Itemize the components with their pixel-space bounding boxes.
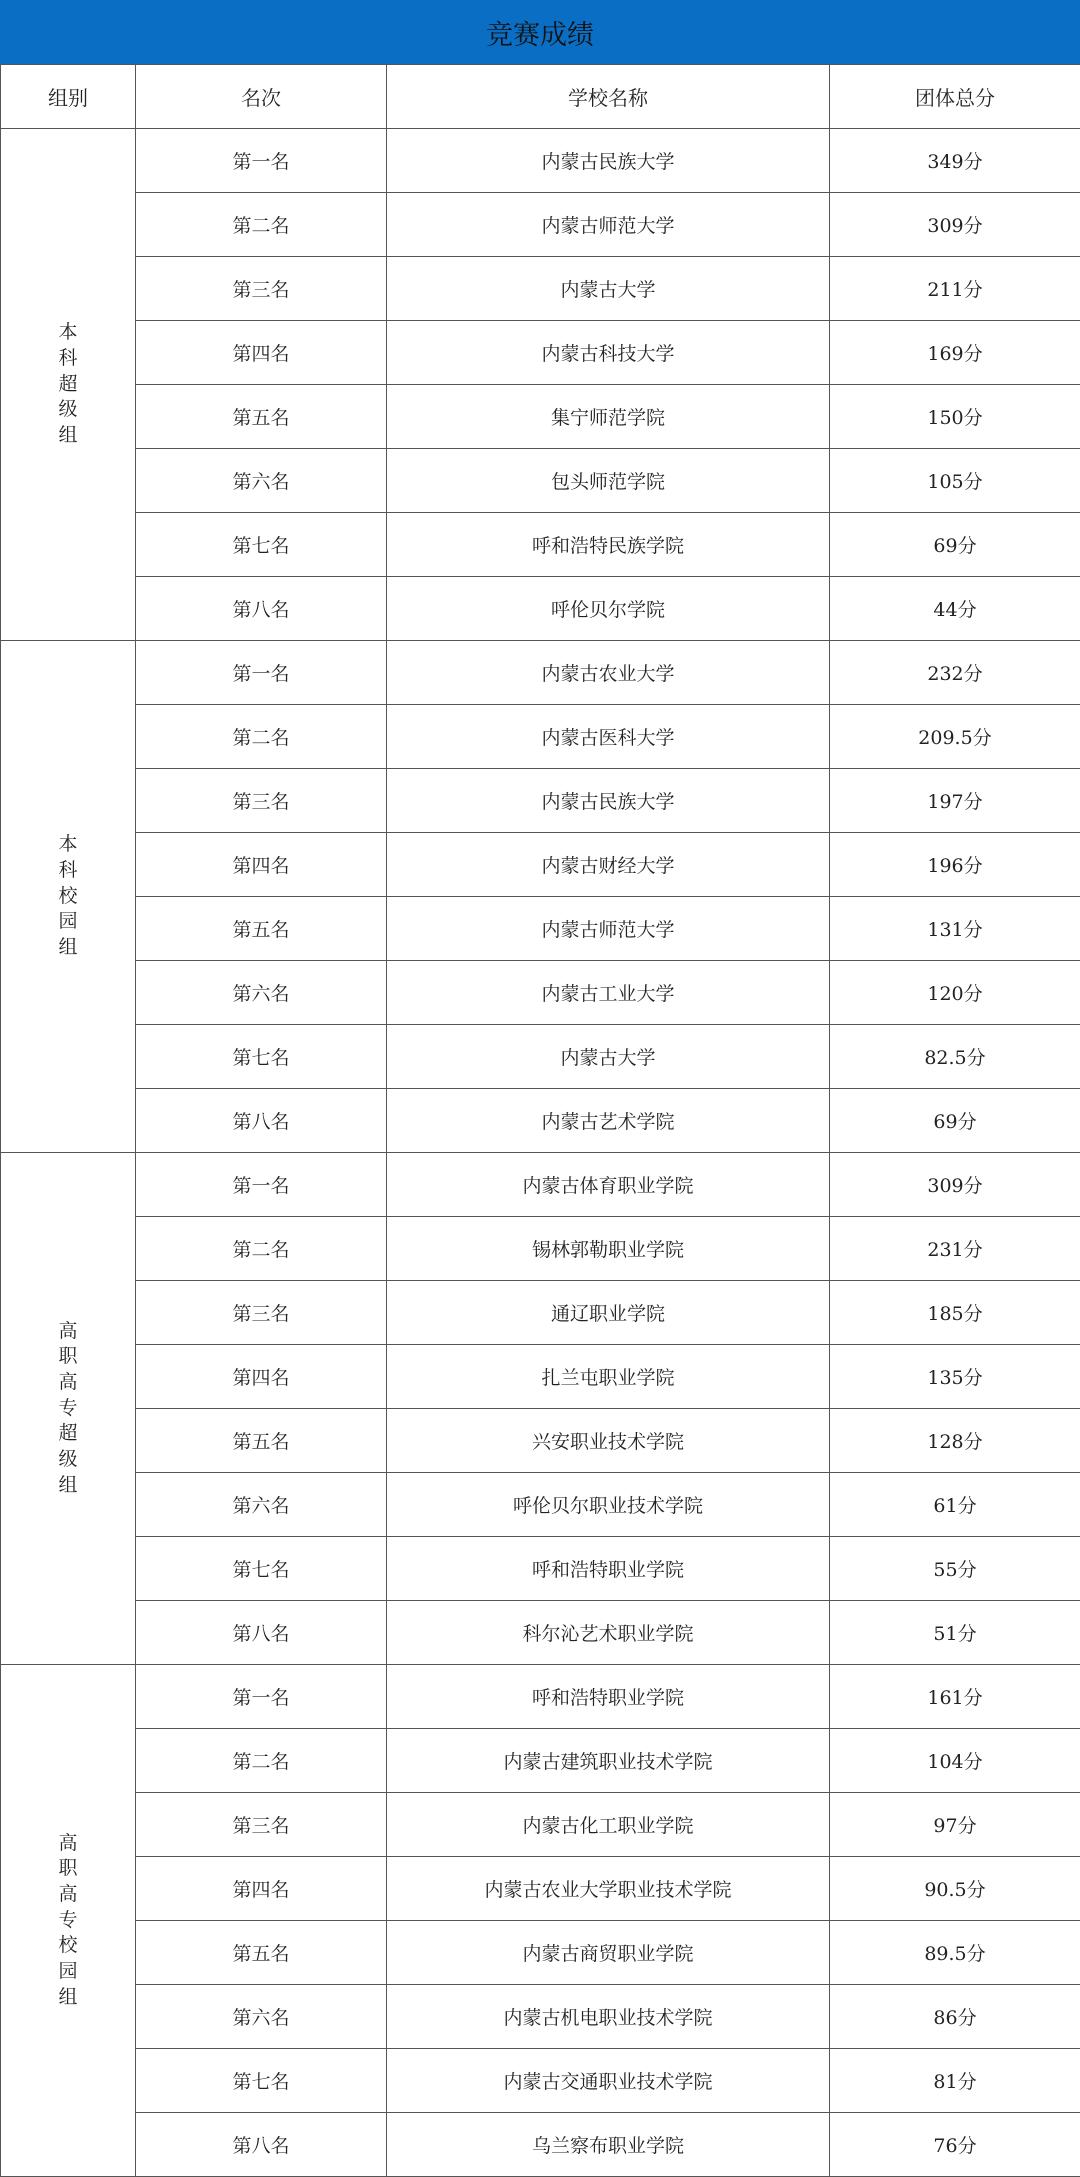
school-cell: 呼和浩特职业学院 bbox=[387, 1537, 830, 1601]
school-cell: 内蒙古机电职业技术学院 bbox=[387, 1985, 830, 2049]
school-cell: 内蒙古化工职业学院 bbox=[387, 1793, 830, 1857]
table-row bbox=[1, 1025, 1080, 1089]
table-row bbox=[1, 1345, 1080, 1409]
group-name: 高职高专超级组 bbox=[57, 1319, 80, 1499]
score-cell: 211分 bbox=[830, 257, 1080, 321]
table-row bbox=[1, 1217, 1080, 1281]
score-cell: 209.5分 bbox=[830, 705, 1080, 769]
table-row bbox=[1, 129, 1080, 193]
table-row bbox=[1, 1537, 1080, 1601]
rank-cell: 第四名 bbox=[136, 1857, 387, 1921]
score-cell: 161分 bbox=[830, 1665, 1080, 1729]
school-cell: 内蒙古民族大学 bbox=[387, 129, 830, 193]
rank-cell: 第三名 bbox=[136, 1281, 387, 1345]
rank-cell: 第七名 bbox=[136, 1537, 387, 1601]
table-row bbox=[1, 1473, 1080, 1537]
group-name-cell bbox=[1, 129, 136, 641]
table-row bbox=[1, 1729, 1080, 1793]
rank-cell: 第五名 bbox=[136, 385, 387, 449]
rank-cell: 第五名 bbox=[136, 1409, 387, 1473]
table-row bbox=[1, 1409, 1080, 1473]
score-cell: 349分 bbox=[830, 129, 1080, 193]
rank-cell: 第八名 bbox=[136, 577, 387, 641]
school-cell: 扎兰屯职业学院 bbox=[387, 1345, 830, 1409]
rank-cell: 第七名 bbox=[136, 1025, 387, 1089]
rank-cell: 第一名 bbox=[136, 641, 387, 705]
rank-cell: 第五名 bbox=[136, 897, 387, 961]
rank-cell: 第二名 bbox=[136, 193, 387, 257]
table-row bbox=[1, 1089, 1080, 1153]
table-row bbox=[1, 257, 1080, 321]
group-name-cell bbox=[1, 1665, 136, 2177]
results-body bbox=[1, 129, 1080, 2177]
table-row bbox=[1, 1857, 1080, 1921]
rank-cell: 第七名 bbox=[136, 2049, 387, 2113]
table-title: 竞赛成绩 bbox=[0, 0, 1080, 64]
rank-cell: 第六名 bbox=[136, 961, 387, 1025]
table-row bbox=[1, 769, 1080, 833]
score-cell: 89.5分 bbox=[830, 1921, 1080, 1985]
score-cell: 231分 bbox=[830, 1217, 1080, 1281]
rank-cell: 第三名 bbox=[136, 769, 387, 833]
school-cell: 内蒙古师范大学 bbox=[387, 897, 830, 961]
table-row bbox=[1, 833, 1080, 897]
header-group: 组别 bbox=[1, 65, 136, 129]
rank-cell: 第六名 bbox=[136, 1473, 387, 1537]
results-table bbox=[0, 64, 1080, 2177]
school-cell: 内蒙古大学 bbox=[387, 257, 830, 321]
score-cell: 81分 bbox=[830, 2049, 1080, 2113]
group-name: 本科校园组 bbox=[57, 832, 80, 960]
table-row bbox=[1, 321, 1080, 385]
rank-cell: 第六名 bbox=[136, 1985, 387, 2049]
rank-cell: 第一名 bbox=[136, 1665, 387, 1729]
school-cell: 内蒙古民族大学 bbox=[387, 769, 830, 833]
score-cell: 104分 bbox=[830, 1729, 1080, 1793]
score-cell: 55分 bbox=[830, 1537, 1080, 1601]
group-name: 本科超级组 bbox=[57, 320, 80, 448]
rank-cell: 第七名 bbox=[136, 513, 387, 577]
rank-cell: 第四名 bbox=[136, 1345, 387, 1409]
score-cell: 185分 bbox=[830, 1281, 1080, 1345]
table-row bbox=[1, 641, 1080, 705]
school-cell: 包头师范学院 bbox=[387, 449, 830, 513]
table-row bbox=[1, 577, 1080, 641]
table-row bbox=[1, 1985, 1080, 2049]
table-row bbox=[1, 705, 1080, 769]
table-row bbox=[1, 1793, 1080, 1857]
rank-cell: 第二名 bbox=[136, 1217, 387, 1281]
score-cell: 44分 bbox=[830, 577, 1080, 641]
school-cell: 乌兰察布职业学院 bbox=[387, 2113, 830, 2177]
score-cell: 97分 bbox=[830, 1793, 1080, 1857]
score-cell: 196分 bbox=[830, 833, 1080, 897]
table-row bbox=[1, 1153, 1080, 1217]
group-name: 高职高专校园组 bbox=[57, 1831, 80, 2011]
group-name-cell bbox=[1, 1153, 136, 1665]
score-cell: 61分 bbox=[830, 1473, 1080, 1537]
group-name-cell bbox=[1, 641, 136, 1153]
score-cell: 51分 bbox=[830, 1601, 1080, 1665]
header-rank: 名次 bbox=[136, 65, 387, 129]
school-cell: 科尔沁艺术职业学院 bbox=[387, 1601, 830, 1665]
score-cell: 69分 bbox=[830, 1089, 1080, 1153]
school-cell: 集宁师范学院 bbox=[387, 385, 830, 449]
school-cell: 内蒙古师范大学 bbox=[387, 193, 830, 257]
rank-cell: 第五名 bbox=[136, 1921, 387, 1985]
score-cell: 169分 bbox=[830, 321, 1080, 385]
rank-cell: 第一名 bbox=[136, 1153, 387, 1217]
table-row bbox=[1, 1281, 1080, 1345]
rank-cell: 第四名 bbox=[136, 833, 387, 897]
rank-cell: 第四名 bbox=[136, 321, 387, 385]
header-row bbox=[1, 65, 1080, 129]
rank-cell: 第二名 bbox=[136, 1729, 387, 1793]
school-cell: 内蒙古艺术学院 bbox=[387, 1089, 830, 1153]
rank-cell: 第二名 bbox=[136, 705, 387, 769]
table-row bbox=[1, 513, 1080, 577]
rank-cell: 第八名 bbox=[136, 1601, 387, 1665]
score-cell: 69分 bbox=[830, 513, 1080, 577]
score-cell: 232分 bbox=[830, 641, 1080, 705]
table-row bbox=[1, 1921, 1080, 1985]
table-row bbox=[1, 1665, 1080, 1729]
school-cell: 通辽职业学院 bbox=[387, 1281, 830, 1345]
rank-cell: 第六名 bbox=[136, 449, 387, 513]
school-cell: 呼和浩特民族学院 bbox=[387, 513, 830, 577]
score-cell: 135分 bbox=[830, 1345, 1080, 1409]
score-cell: 105分 bbox=[830, 449, 1080, 513]
table-row bbox=[1, 1601, 1080, 1665]
school-cell: 内蒙古农业大学 bbox=[387, 641, 830, 705]
score-cell: 309分 bbox=[830, 193, 1080, 257]
header-school: 学校名称 bbox=[387, 65, 830, 129]
score-cell: 128分 bbox=[830, 1409, 1080, 1473]
table-row bbox=[1, 961, 1080, 1025]
table-row bbox=[1, 2049, 1080, 2113]
score-cell: 131分 bbox=[830, 897, 1080, 961]
score-cell: 76分 bbox=[830, 2113, 1080, 2177]
table-row bbox=[1, 2113, 1080, 2177]
school-cell: 内蒙古大学 bbox=[387, 1025, 830, 1089]
table-row bbox=[1, 193, 1080, 257]
school-cell: 呼伦贝尔职业技术学院 bbox=[387, 1473, 830, 1537]
score-cell: 309分 bbox=[830, 1153, 1080, 1217]
score-cell: 82.5分 bbox=[830, 1025, 1080, 1089]
school-cell: 呼伦贝尔学院 bbox=[387, 577, 830, 641]
score-cell: 120分 bbox=[830, 961, 1080, 1025]
rank-cell: 第八名 bbox=[136, 1089, 387, 1153]
rank-cell: 第三名 bbox=[136, 257, 387, 321]
score-cell: 86分 bbox=[830, 1985, 1080, 2049]
school-cell: 内蒙古交通职业技术学院 bbox=[387, 2049, 830, 2113]
table-row bbox=[1, 385, 1080, 449]
school-cell: 内蒙古体育职业学院 bbox=[387, 1153, 830, 1217]
rank-cell: 第八名 bbox=[136, 2113, 387, 2177]
score-cell: 197分 bbox=[830, 769, 1080, 833]
school-cell: 内蒙古医科大学 bbox=[387, 705, 830, 769]
school-cell: 内蒙古工业大学 bbox=[387, 961, 830, 1025]
school-cell: 内蒙古建筑职业技术学院 bbox=[387, 1729, 830, 1793]
table-row bbox=[1, 897, 1080, 961]
school-cell: 兴安职业技术学院 bbox=[387, 1409, 830, 1473]
header-score: 团体总分 bbox=[830, 65, 1080, 129]
school-cell: 锡林郭勒职业学院 bbox=[387, 1217, 830, 1281]
school-cell: 呼和浩特职业学院 bbox=[387, 1665, 830, 1729]
school-cell: 内蒙古科技大学 bbox=[387, 321, 830, 385]
school-cell: 内蒙古农业大学职业技术学院 bbox=[387, 1857, 830, 1921]
score-cell: 150分 bbox=[830, 385, 1080, 449]
rank-cell: 第三名 bbox=[136, 1793, 387, 1857]
table-row bbox=[1, 449, 1080, 513]
score-cell: 90.5分 bbox=[830, 1857, 1080, 1921]
school-cell: 内蒙古商贸职业学院 bbox=[387, 1921, 830, 1985]
school-cell: 内蒙古财经大学 bbox=[387, 833, 830, 897]
rank-cell: 第一名 bbox=[136, 129, 387, 193]
